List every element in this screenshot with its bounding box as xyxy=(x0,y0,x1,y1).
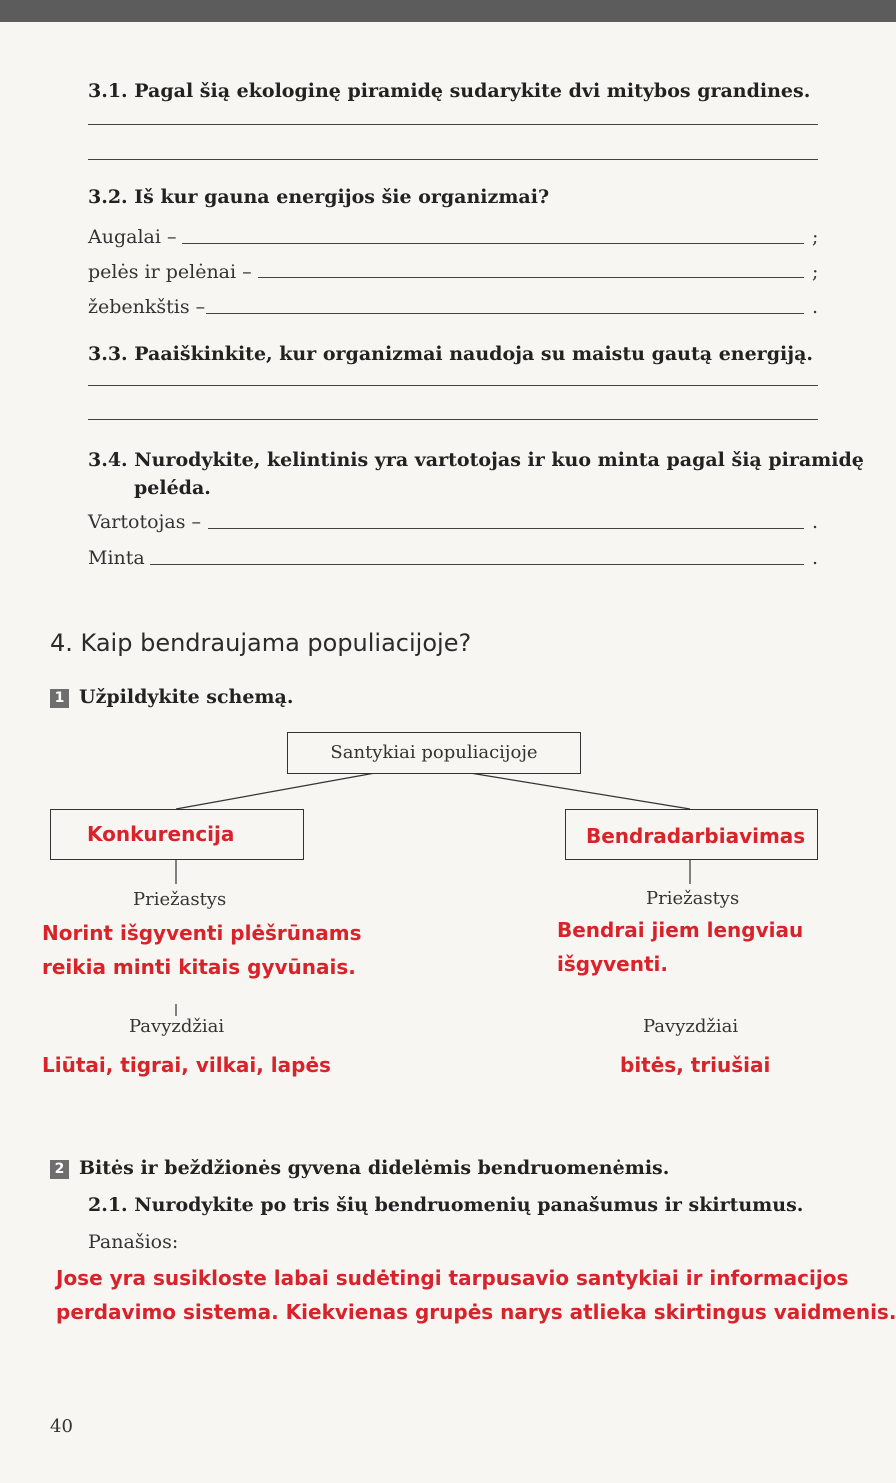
right-causes-line-2: išgyventi. xyxy=(557,952,668,976)
right-causes-line-1: Bendrai jiem lengviau xyxy=(557,918,804,942)
punct-minta: . xyxy=(812,547,819,569)
left-examples: Liūtai, tigrai, vilkai, lapės xyxy=(42,1053,331,1077)
schema-left-title: Konkurencija xyxy=(87,822,235,846)
schema-root-box xyxy=(287,732,581,774)
task-2-number: 2 xyxy=(50,1160,69,1179)
task-1-number: 1 xyxy=(50,689,69,708)
question-3-1: 3.1. Pagal šią ekologinę piramidę sudarykite dvi mitybos grandines. xyxy=(88,80,811,102)
question-3-3: 3.3. Paaiškinkite, kur organizmai naudoja su maistu gautą energiją. xyxy=(88,343,813,365)
task-2-text: Bitės ir beždžionės gyvena didelėmis bendruomenėmis. xyxy=(79,1157,670,1179)
left-causes-label: Priežastys xyxy=(133,889,227,910)
left-causes-line-1: Norint išgyventi plėšrūnams xyxy=(42,921,362,945)
left-examples-label: Pavyzdžiai xyxy=(129,1016,225,1037)
punct-augalai: ; xyxy=(812,226,819,248)
section-4-title: 4. Kaip bendraujama populiacijoje? xyxy=(50,629,472,657)
answer-2-1-line-1: Jose yra susikloste labai sudėtingi tarpusavio santykiai ir informacijos xyxy=(56,1266,849,1290)
punct-zebenkstis: . xyxy=(812,296,819,318)
question-2-1: 2.1. Nurodykite po tris šių bendruomenių panašumus ir skirtumus. xyxy=(88,1194,804,1216)
page-number: 40 xyxy=(50,1416,73,1437)
schema-right-box[interactable] xyxy=(565,809,818,860)
punct-peles: ; xyxy=(812,261,819,283)
question-3-4-line2: peléda. xyxy=(134,477,211,499)
punct-vartotojas: . xyxy=(812,511,819,533)
question-3-4-line1: 3.4. Nurodykite, kelintinis yra vartotojas ir kuo minta pagal šią piramidę xyxy=(88,449,864,471)
label-minta: Minta xyxy=(88,547,145,569)
question-3-2: 3.2. Iš kur gauna energijos šie organizmai? xyxy=(88,186,550,208)
answer-2-1-line-2: perdavimo sistema. Kiekvienas grupės narys atlieka skirtingus vaidmenis. xyxy=(56,1300,896,1324)
schema-root-label: Santykiai populiacijoje xyxy=(330,742,538,763)
left-causes-line-2: reikia minti kitais gyvūnais. xyxy=(42,955,356,979)
task-1-text: Užpildykite schemą. xyxy=(79,686,294,708)
label-vartotojas: Vartotojas – xyxy=(88,511,202,533)
label-peles: pelės ir pelėnai – xyxy=(88,261,252,283)
task-2-heading xyxy=(50,1157,669,1179)
label-augalai: Augalai – xyxy=(88,226,177,248)
label-zebenkstis: žebenkštis – xyxy=(88,296,206,318)
right-causes-label: Priežastys xyxy=(646,888,740,909)
schema-left-box[interactable] xyxy=(50,809,304,860)
right-examples-label: Pavyzdžiai xyxy=(643,1016,739,1037)
label-panasios: Panašios: xyxy=(88,1231,179,1253)
right-examples: bitės, triušiai xyxy=(620,1053,771,1077)
schema-right-title: Bendradarbiavimas xyxy=(586,824,806,848)
